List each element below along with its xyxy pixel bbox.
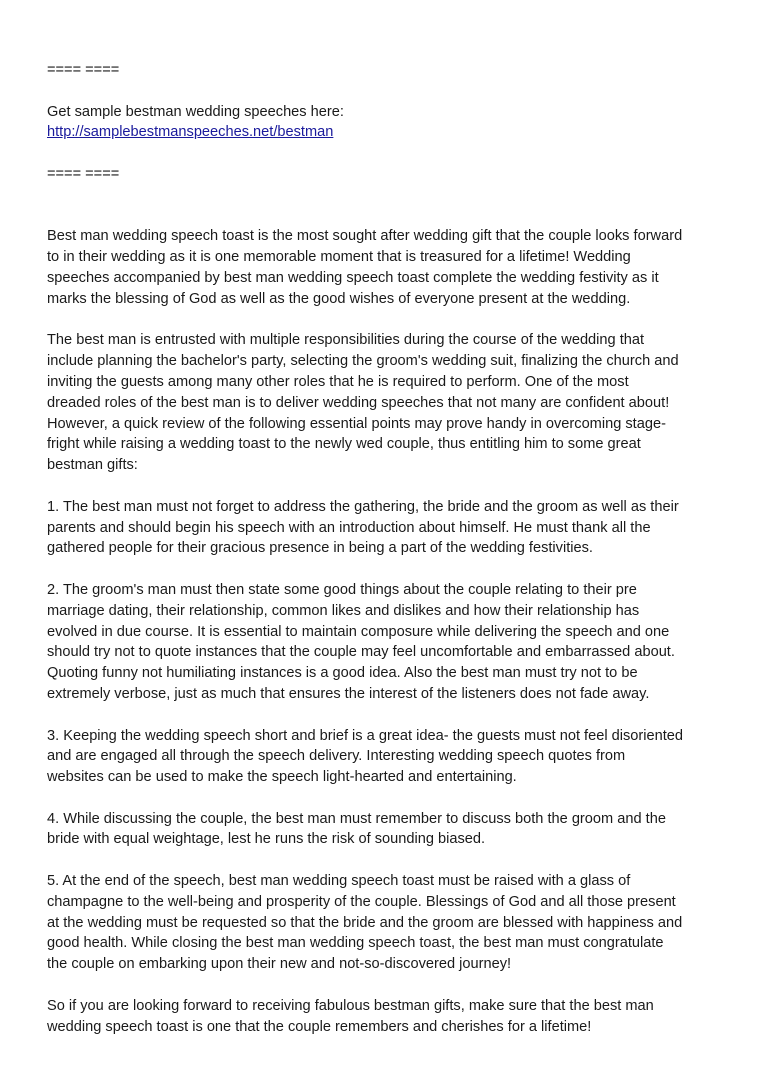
text-line: wedding speech toast is one that the couple remembers and cherishes for a lifetime!: [47, 1018, 592, 1035]
text-line: dreaded roles of the best man is to deliver wedding speeches that not many are confident about!: [47, 394, 670, 411]
paragraph: [47, 580, 737, 705]
spacer: [47, 476, 737, 497]
text-line: inviting the guests among many other roles that he is required to perform. One of the most: [47, 373, 629, 390]
text-line: evolved in due course. It is essential to maintain composure while delivering the speech and one: [47, 623, 670, 640]
text-line: champagne to the well-being and prosperity of the couple. Blessings of God and all those present: [47, 893, 676, 910]
separator-bottom: ==== ====: [47, 165, 120, 182]
text-line: Quoting funny not humiliating instances is a good idea. Also the best man must try not to be: [47, 665, 638, 682]
spacer: [47, 559, 737, 580]
text-line: 1. The best man must not forget to address the gathering, the bride and the groom as well as their: [47, 498, 679, 515]
intro-text: Get sample bestman wedding speeches here:: [47, 103, 344, 120]
text-line: 5. At the end of the speech, best man wedding speech toast must be raised with a glass of: [47, 873, 631, 890]
text-line: fright while raising a wedding toast to the newly wed couple, thus entitling him to some great: [47, 436, 641, 453]
bestman-speeches-link[interactable]: http://samplebestmanspeeches.net/bestman: [47, 124, 334, 141]
paragraph: [47, 497, 737, 559]
paragraph: [47, 871, 737, 975]
text-line: The best man is entrusted with multiple responsibilities during the course of the wedding that: [47, 332, 645, 349]
spacer: [47, 850, 737, 871]
text-line: So if you are looking forward to receiving fabulous bestman gifts, make sure that the best man: [47, 997, 654, 1014]
paragraph: [47, 330, 737, 476]
spacer: [47, 185, 737, 227]
document-page: [47, 60, 737, 1037]
text-line: 3. Keeping the wedding speech short and brief is a great idea- the guests must not feel disoriented: [47, 727, 684, 744]
text-line: gathered people for their gracious presence in being a part of the wedding festivities.: [47, 540, 593, 557]
paragraph: [47, 996, 737, 1038]
paragraph: [47, 809, 737, 851]
text-line: marks the blessing of God as well as the good wishes of everyone present at the wedding.: [47, 290, 631, 307]
text-line: parents and should begin his speech with an introduction about himself. He must thank all the: [47, 519, 651, 536]
text-line: 4. While discussing the couple, the best man must remember to discuss both the groom and the: [47, 810, 666, 827]
text-line: websites can be used to make the speech light-hearted and entertaining.: [47, 769, 517, 786]
text-line: bride with equal weightage, lest he runs the risk of sounding biased.: [47, 831, 486, 848]
paragraph: [47, 226, 737, 309]
spacer: [47, 975, 737, 996]
spacer: [47, 788, 737, 809]
text-line: However, a quick review of the following essential points may prove handy in overcoming stage-: [47, 415, 666, 432]
text-line: bestman gifts:: [47, 457, 138, 474]
text-line: the couple on embarking upon their new and not-so-discovered journey!: [47, 956, 512, 973]
text-line: Best man wedding speech toast is the most sought after wedding gift that the couple looks forward: [47, 228, 683, 245]
spacer: [47, 143, 737, 164]
text-line: extremely verbose, just as much that ensures the interest of the listeners does not fade away.: [47, 685, 650, 702]
spacer: [47, 81, 737, 102]
text-line: should try not to quote instances that the couple may feel uncomfortable and embarrassed about.: [47, 644, 675, 661]
text-line: include planning the bachelor's party, selecting the groom's wedding suit, finalizing the church and: [47, 353, 679, 370]
paragraph: [47, 726, 737, 788]
text-line: to in their wedding as it is one memorable moment that is treasured for a lifetime! Wedding: [47, 249, 631, 266]
text-line: good health. While closing the best man wedding speech toast, the best man must congratulate: [47, 935, 664, 952]
text-line: marriage dating, their relationship, common likes and dislikes and how their relationship has: [47, 602, 640, 619]
text-line: at the wedding must be requested so that the bride and the groom are blessed with happiness and: [47, 914, 683, 931]
spacer: [47, 705, 737, 726]
text-line: and are engaged all through the speech delivery. Interesting wedding speech quotes from: [47, 748, 626, 765]
separator-top: ==== ====: [47, 62, 120, 78]
spacer: [47, 310, 737, 331]
text-line: 2. The groom's man must then state some good things about the couple relating to their pre: [47, 581, 637, 598]
text-line: speeches accompanied by best man wedding speech toast complete the wedding festivity as it: [47, 269, 659, 286]
article-body: [47, 226, 737, 1037]
